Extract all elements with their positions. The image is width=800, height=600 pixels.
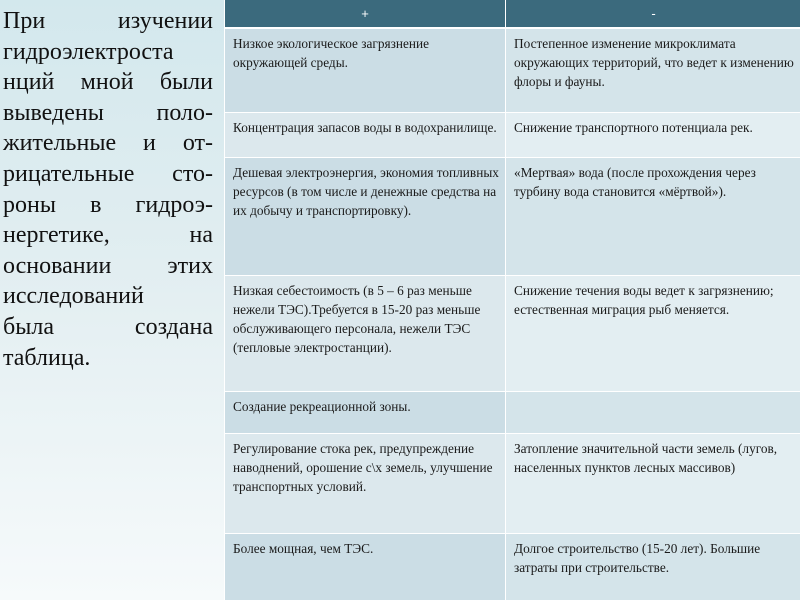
table-row bbox=[225, 29, 800, 113]
table-row bbox=[225, 392, 800, 434]
intro-line: рицательные сто- bbox=[3, 160, 213, 187]
pro-cell: Низкая себестоимость (в 5 – 6 раз меньше нежели ТЭС).Требуется в 15-20 раз меньше обслуживающего персонала, нежели ТЭС (тепловые электростанции). bbox=[225, 276, 506, 391]
pros-cons-table bbox=[224, 0, 800, 600]
intro-line: жительные и от- bbox=[3, 130, 213, 157]
table-row bbox=[225, 276, 800, 392]
table-header bbox=[225, 0, 800, 29]
pro-cell: Более мощная, чем ТЭС. bbox=[225, 534, 506, 600]
intro-line: При изучении bbox=[3, 8, 213, 34]
header-minus: - bbox=[651, 6, 656, 21]
pro-cell: Регулирование стока рек, предупреждение наводнений, орошение с\х земель, улучшение транспортных условий. bbox=[225, 434, 506, 533]
intro-line: выведены поло- bbox=[3, 99, 213, 126]
intro-line: была создана bbox=[3, 313, 213, 340]
table-row bbox=[225, 434, 800, 534]
table-row bbox=[225, 534, 800, 600]
con-cell bbox=[506, 392, 800, 433]
intro-line: таблица. bbox=[3, 344, 91, 371]
header-plus: + bbox=[225, 0, 506, 27]
intro-paragraph bbox=[3, 6, 213, 373]
con-cell: «Мертвая» вода (после прохождения через турбину вода становится «мёртвой»). bbox=[506, 158, 800, 275]
con-cell: Долгое строительство (15-20 лет). Большие затраты при строительстве. bbox=[506, 534, 800, 600]
intro-line: исследований bbox=[3, 283, 144, 310]
table-row bbox=[225, 158, 800, 276]
con-cell: Снижение транспортного потенциала рек. bbox=[506, 113, 800, 157]
con-cell: Постепенное изменение микроклимата окружающих территорий, что ведет к изменению флоры и фауны. bbox=[506, 29, 800, 112]
intro-line: нергетике, на bbox=[3, 222, 213, 249]
intro-line: роны в гидроэ- bbox=[3, 191, 213, 218]
con-cell: Снижение течения воды ведет к загрязнению; естественная миграция рыб меняется. bbox=[506, 276, 800, 391]
pro-cell: Дешевая электроэнергия, экономия топливных ресурсов (в том числе и денежные средства на их добычу и транспортировку). bbox=[225, 158, 506, 275]
intro-line: основании этих bbox=[3, 252, 213, 279]
intro-line: нций мной были bbox=[3, 69, 213, 96]
con-cell: Затопление значительной части земель (лугов, населенных пунктов лесных массивов) bbox=[506, 434, 800, 533]
pro-cell: Низкое экологическое загрязнение окружающей среды. bbox=[225, 29, 506, 112]
table-row bbox=[225, 113, 800, 158]
intro-line: гидроэлектроста bbox=[3, 38, 174, 65]
pro-cell: Концентрация запасов воды в водохранилище. bbox=[225, 113, 506, 157]
pro-cell: Создание рекреационной зоны. bbox=[225, 392, 506, 433]
